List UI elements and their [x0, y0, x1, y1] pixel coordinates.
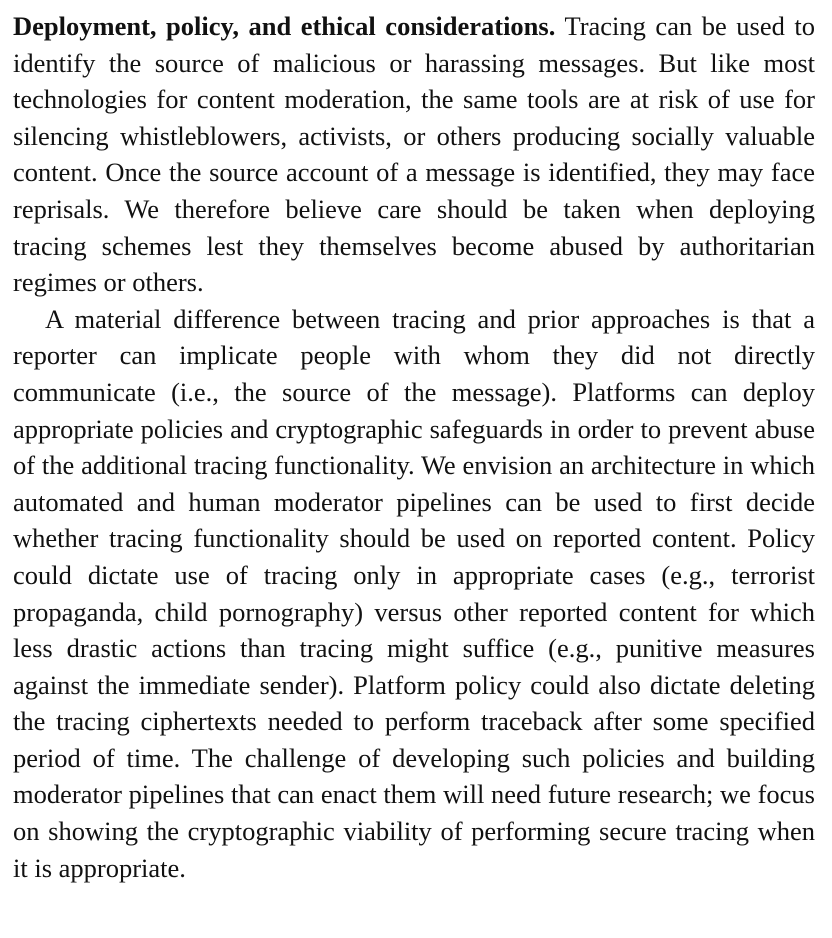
section-heading: Deployment, policy, and ethical considerations. — [13, 11, 556, 41]
paragraph-deployment — [13, 8, 815, 301]
paragraph-1-text: Tracing can be used to identify the source of malicious or harassing messages. But like most technologies for content moderation, the same tools are at risk of use for silencing whistleblowers, activists, or others producing socially valuable content. Once the source account of a message is identified, they may face reprisals. We therefore believe care should be taken when deploying tracing schemes lest they themselves become abused by authoritarian regimes or others. — [13, 11, 815, 298]
paragraph-2-text: A material difference between tracing and prior approaches is that a reporter can implicate people with whom they did not directly communicate (i.e., the source of the message). Platforms can deploy appropriate policies and cryptographic safeguards in order to prevent abuse of the additional tracing functionality. We envision an architecture in which automated and human moderator pipelines can be used to first decide whether tracing functionality should be used on reported content. Policy could dictate use of tracing only in appropriate cases (e.g., terrorist propaganda, child pornography) versus other reported content for which less drastic actions than tracing might suffice (e.g., punitive measures against the immediate sender). Platform policy could also dictate deleting the tracing ciphertexts needed to perform traceback after some specified period of time. The challenge of developing such policies and building moderator pipelines that can enact them will need future research; we focus on showing the cryptographic viability of performing secure tracing when it is appropriate. — [13, 303, 815, 883]
document-body — [13, 8, 815, 886]
paragraph-tracing-difference — [13, 301, 815, 887]
